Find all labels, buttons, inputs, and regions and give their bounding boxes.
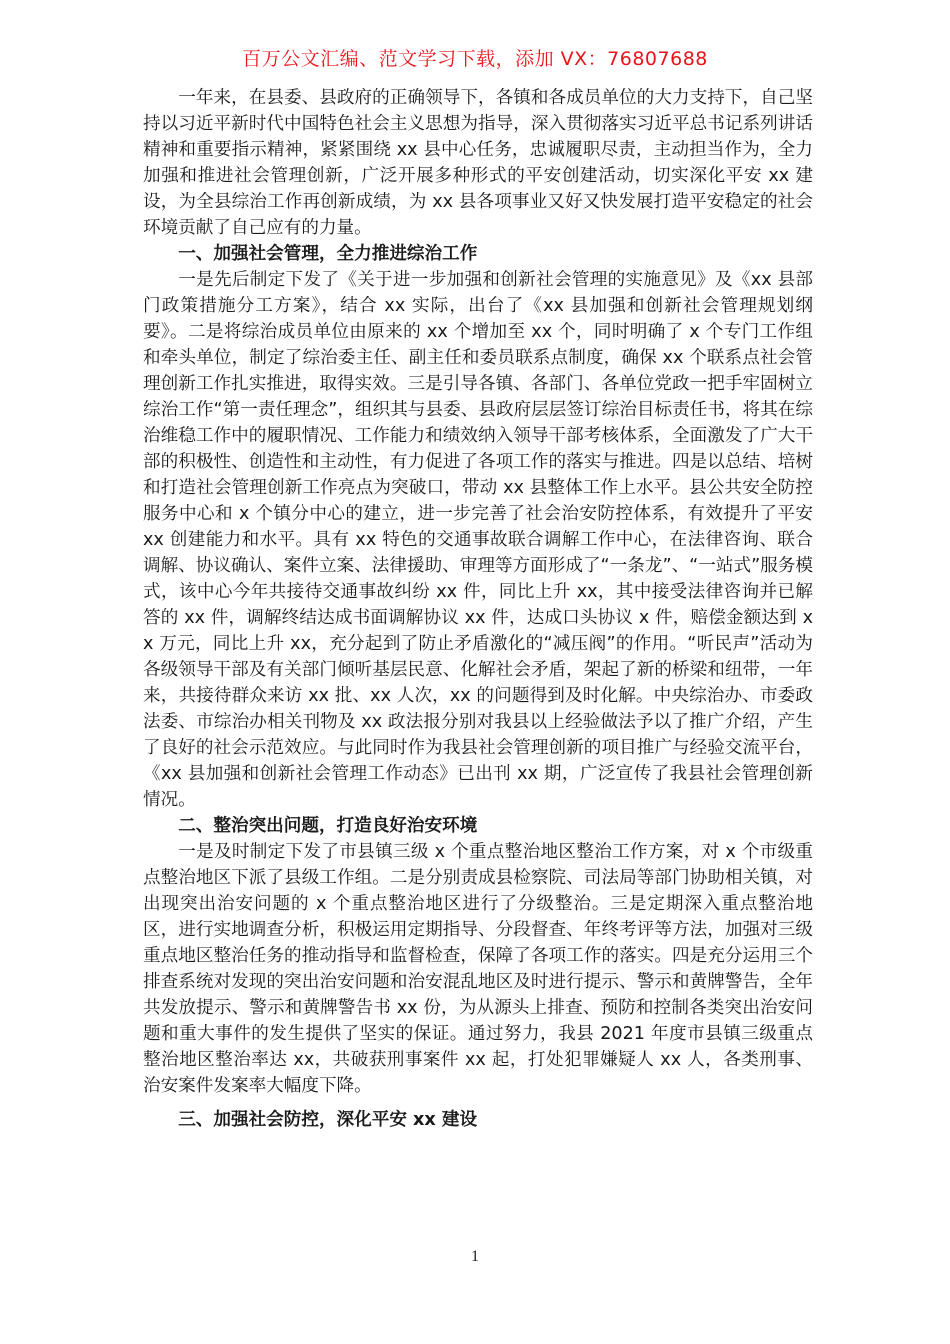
document-body xyxy=(143,85,813,1133)
intro-paragraph: 一年来，在县委、县政府的正确领导下，各镇和各成员单位的大力支持下，自己坚持以习近平新时代中国特色社会主义思想为指导，深入贯彻落实习近平总书记系列讲话精神和重要指示精神，紧紧围绕 xx 县中心任务，忠诚履职尽责，主动担当作为，全力加强和推进社会管理创新，广泛开展多种形式的平安创建活动，切实深化平安 xx 建设，为全县综治工作再创新成绩，为 xx 县各项事业又好又快发展打造平安稳定的社会环境贡献了自己应有的力量。 xyxy=(143,88,813,238)
section-1-heading: 一、加强社会管理，全力推进综治工作 xyxy=(178,244,478,264)
page-number: 1 xyxy=(471,1248,479,1265)
header-watermark: 百万公文汇编、范文学习下载，添加 VX：76807688 xyxy=(242,48,708,70)
section-2-paragraph: 一是及时制定下发了市县镇三级 x 个重点整治地区整治工作方案，对 x 个市级重点整治地区下派了县级工作组。二是分别责成县检察院、司法局等部门协助相关镇，对出现突出治安问题的 x 个重点整治地区进行了分级整治。三是定期深入重点整治地区，进行实地调查分析，积极运用定期指导、分段督查、年终考评等方法，加强对三级重点地区整治任务的推动指导和监督检查，保障了各项工作的落实。四是充分运用三个排查系统对发现的突出治安问题和治安混乱地区及时进行提示、警示和黄牌警告，全年共发放提示、警示和黄牌警告书 xx 份，为从源头上排查、预防和控制各类突出治安问题和重大事件的发生提供了坚实的保证。通过努力，我县 2021 年度市县镇三级重点整治地区整治率达 xx，共破获刑事案件 xx 起，打处犯罪嫌疑人 xx 人，各类刑事、治安案件发案率大幅度下降。 xyxy=(143,842,813,1096)
section-1-paragraph: 一是先后制定下发了《关于进一步加强和创新社会管理的实施意见》及《xx 县部门政策措施分工方案》，结合 xx 实际，出台了《xx 县加强和创新社会管理规划纲要》。二是将综治成员单位由原来的 xx 个增加至 xx 个，同时明确了 x 个专门工作组和牵头单位，制定了综治委主任、副主任和委员联系点制度，确保 xx 个联系点社会管理创新工作扎实推进，取得实效。三是引导各镇、各部门、各单位党政一把手牢固树立综治工作“第一责任理念”，组织其与县委、县政府层层签订综治目标责任书，将其在综治维稳工作中的履职情况、工作能力和绩效纳入领导干部考核体系，全面激发了广大干部的积极性、创造性和主动性，有力促进了各项工作的落实与推进。四是以总结、培树和打造社会管理创新工作亮点为突破口，带动 xx 县整体工作上水平。县公共安全防控服务中心和 x 个镇分中心的建立，进一步完善了社会治安防控体系，有效提升了平安 xx 创建能力和水平。具有 xx 特色的交通事故联合调解工作中心，在法律咨询、联合调解、协议确认、案件立案、法律援助、审理等方面形成了“一条龙”、“一站式”服务模式，该中心今年共接待交通事故纠纷 xx 件，同比上升 xx，其中接受法律咨询并已解答的 xx 件，调解终结达成书面调解协议 xx 件，达成口头协议 x 件，赔偿金额达到 xx 万元，同比上升 xx，充分起到了防止矛盾激化的“减压阀”的作用。“听民声”活动为各级领导干部及有关部门倾听基层民意、化解社会矛盾，架起了新的桥梁和纽带，一年来，共接待群众来访 xx 批、xx 人次，xx 的问题得到及时化解。中央综治办、市委政法委、市综治办相关刊物及 xx 政法报分别对我县以上经验做法予以了推广介绍，产生了良好的社会示范效应。与此同时作为我县社会管理创新的项目推广与经验交流平台，《xx 县加强和创新社会管理工作动态》已出刊 xx 期，广泛宣传了我县社会管理创新情况。 xyxy=(143,270,813,810)
section-3-heading: 三、加强社会防控，深化平安 xx 建设 xyxy=(178,1110,478,1130)
section-2-heading: 二、整治突出问题，打造良好治安环境 xyxy=(178,816,478,836)
